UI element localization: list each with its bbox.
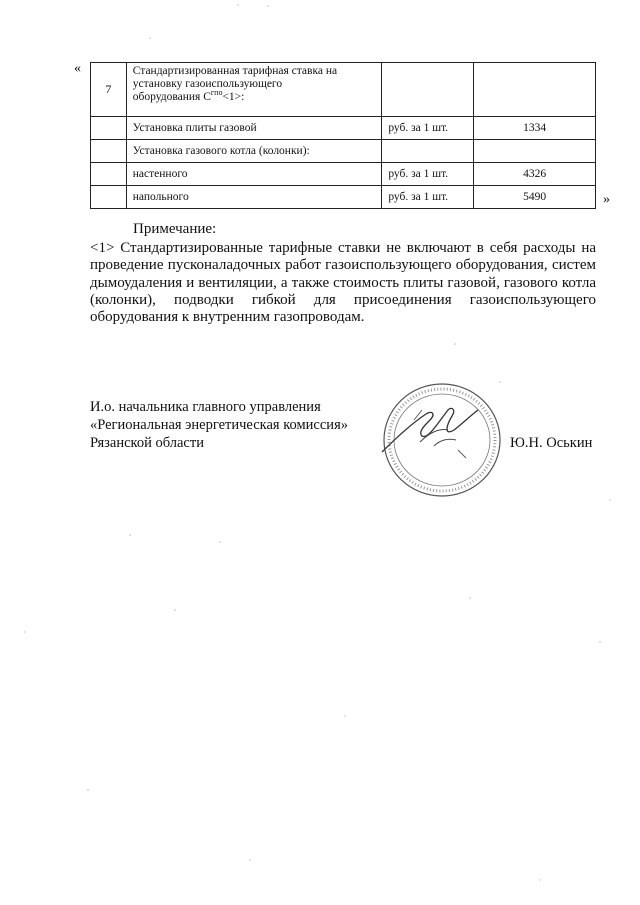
table-row [91,186,596,209]
table-row [91,140,596,163]
main-row-name-line3: оборудования С [132,91,211,103]
signatory-line1: И.о. начальника главного управления [90,399,321,415]
main-row-name-footnote: <1>: [222,91,245,103]
row-value: 1334 [474,117,596,140]
row-name: Установка газового котла (колонки): [126,140,382,163]
table-row [91,117,596,140]
signatory-position [90,398,348,452]
row-value [474,140,596,163]
signatory-line2: «Региональная энергетическая комиссия» [90,417,348,433]
row-number: 7 [91,63,127,117]
main-row-unit [382,63,474,117]
signatory-line3: Рязанской области [90,435,204,451]
row-value: 5490 [474,186,596,209]
note-text: <1> Стандартизированные тарифные ставки не включают в себя расходы на проведение пусконаладочных работ газоиспользующего оборудования, систем дымоудаления и вентиляции, а также стоимость плиты газовой, газового котла (колонки), подводки гибкой для присоединения газоиспользующего оборудования к внутренним газопроводам. [90,240,596,326]
main-row-name-line2: установку газоиспользующего [132,78,283,90]
main-row-value [474,63,596,117]
opening-quote: « [74,61,81,76]
main-row-name-line1: Стандартизированная тарифная ставка на [132,65,338,77]
row-name: Установка плиты газовой [126,117,382,140]
closing-quote: » [603,192,610,207]
note-title: Примечание: [133,221,217,237]
signatory-name: Ю.Н. Оськин [510,435,593,451]
row-unit: руб. за 1 шт. [382,163,474,186]
official-stamp-icon [374,380,504,500]
table-row [91,163,596,186]
row-name: напольного [126,186,382,209]
row-unit: руб. за 1 шт. [382,117,474,140]
row-name: настенного [126,163,382,186]
row-value: 4326 [474,163,596,186]
main-row-name-superscript: гпо [210,88,223,97]
tariff-table [90,62,596,209]
row-unit [382,140,474,163]
row-unit: руб. за 1 шт. [382,186,474,209]
table-row-main [91,63,596,117]
main-row-name [126,63,382,117]
